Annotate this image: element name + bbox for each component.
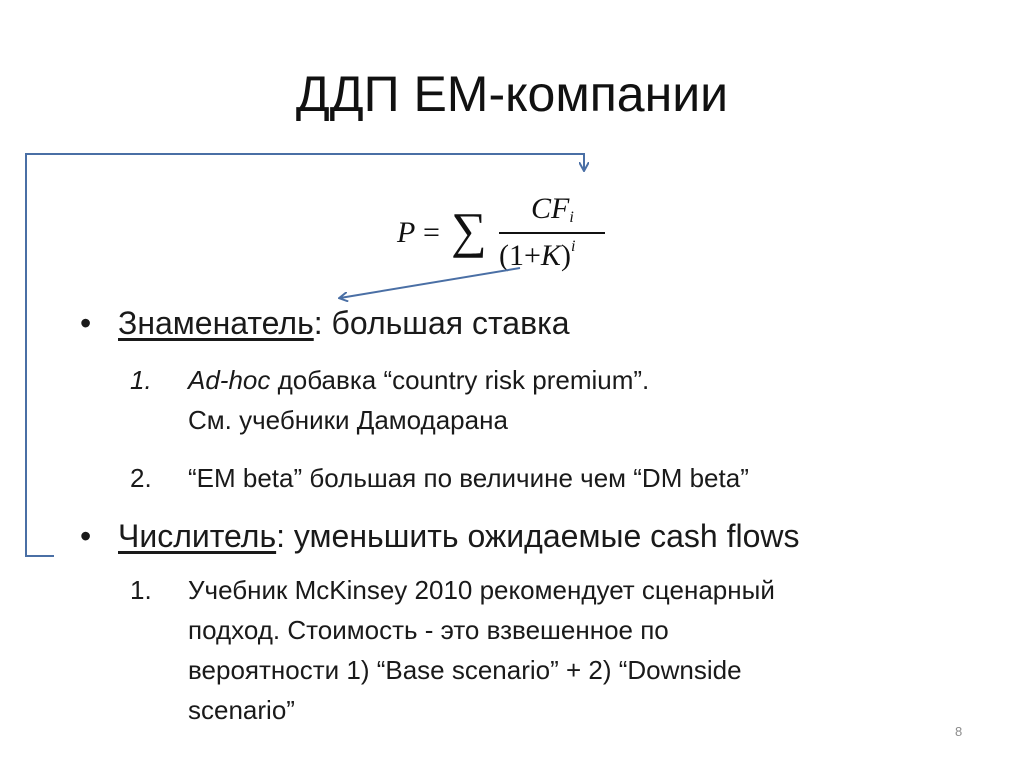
bullet-label: Знаменатель <box>118 305 314 341</box>
bullet-marker: • <box>80 305 92 341</box>
page-number: 8 <box>955 724 963 739</box>
formula-lhs: P <box>397 216 416 249</box>
bullet-text: : большая ставка <box>313 305 570 341</box>
list-item: 2. “EM beta” большая по величине чем “DM beta” <box>130 463 749 493</box>
list-item: 1. Ad-hoc добавка “country risk premium”. См. учебники Дамодарана <box>130 365 650 435</box>
formula-equals: = <box>423 216 440 249</box>
formula-numerator: $CF_i$ <box>531 192 574 226</box>
bullet-label: Числитель <box>118 518 277 554</box>
slide-title: ДДП EM-компании <box>295 66 729 122</box>
bullet-text: : уменьшить ожидаемые cash flows <box>276 518 800 554</box>
sum-symbol: ∑ <box>451 202 487 258</box>
bullet-numerator <box>80 516 800 556</box>
denominator-arrow <box>340 268 520 298</box>
list-item: 1. Учебник McKinsey 2010 рекомендует сценарный подход. Стоимость - это взвешенное по вероятности 1) “Base scenario” + 2) “Downside scenario” <box>130 575 775 725</box>
formula-denominator: $(1+K)^i$ <box>499 238 576 272</box>
bullet-denominator <box>80 303 570 343</box>
bullet-marker: • <box>80 518 92 554</box>
